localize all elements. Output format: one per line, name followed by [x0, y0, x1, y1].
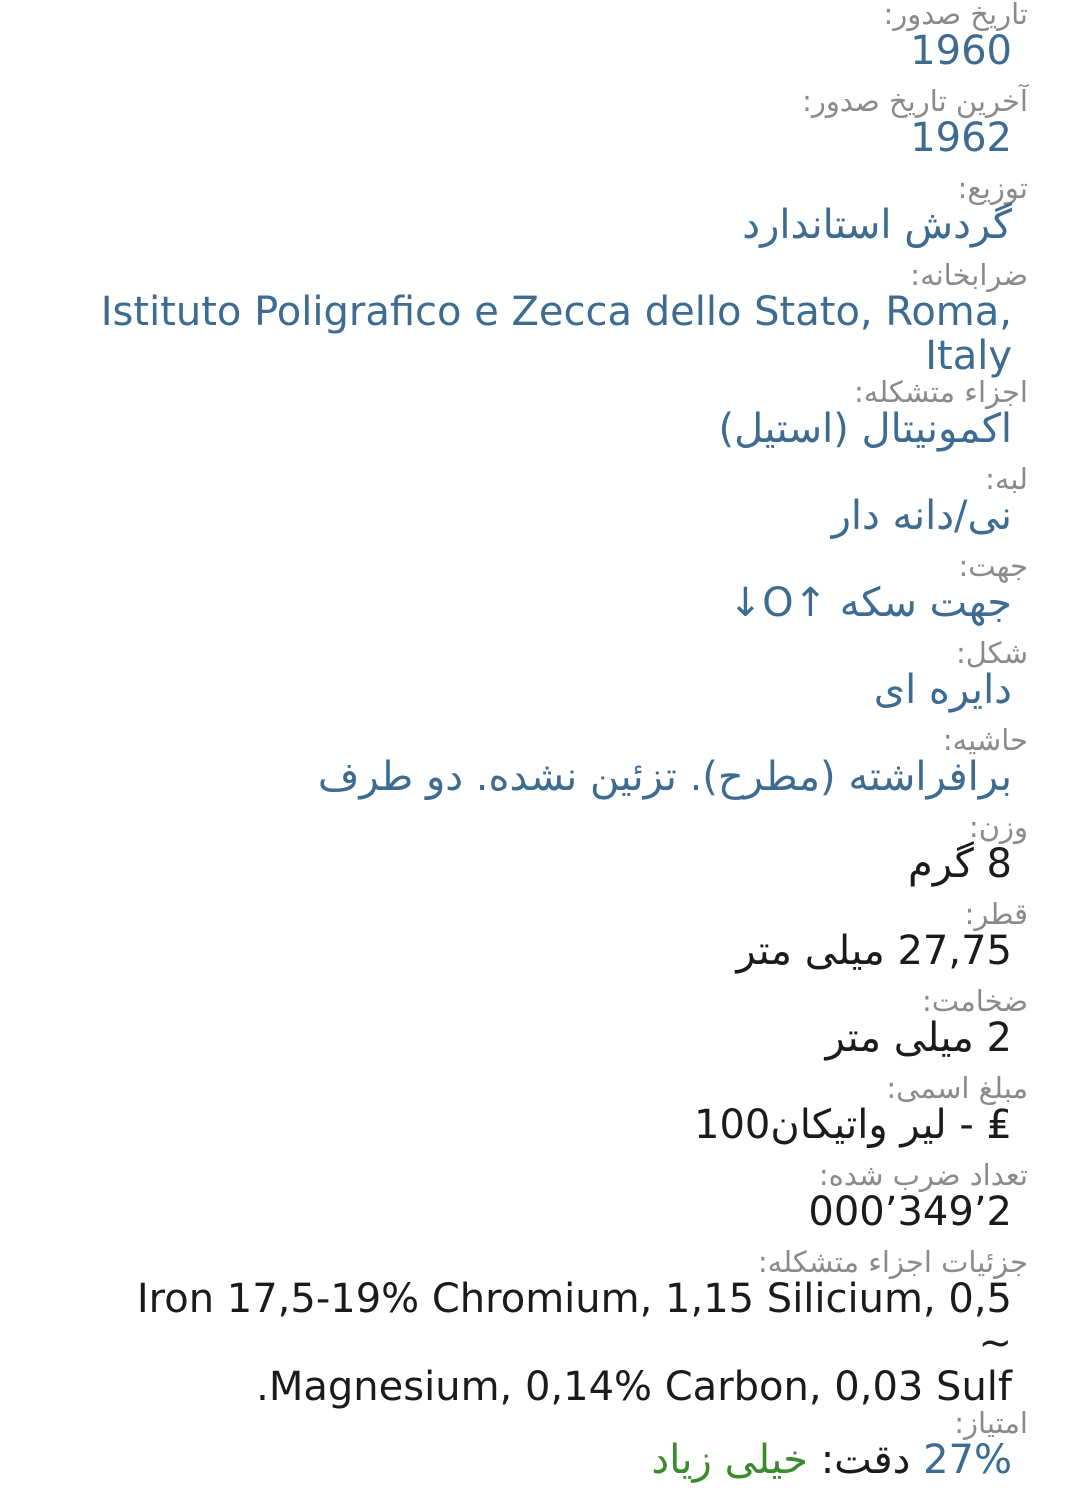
edge-row: [0, 462, 1080, 552]
face-value-value: ₤ - لیر واتیکان100: [694, 1102, 1012, 1148]
mintage-row: [0, 1158, 1080, 1248]
issue-date-row: [0, 0, 1080, 87]
rating-row: [0, 1406, 1080, 1496]
composition-value[interactable]: اکمونیتال (استیل): [718, 406, 1012, 452]
rating-accuracy-value: خیلی زیاد: [651, 1437, 808, 1483]
composition-details-row: [0, 1245, 1080, 1410]
rating-accuracy-label: دقت:: [820, 1437, 911, 1483]
last-issue-date-label: آخرین تاریخ صدور:: [802, 84, 1028, 118]
shape-value[interactable]: دایره ای: [873, 667, 1012, 713]
edge-value[interactable]: نی/دانه دار: [831, 493, 1012, 539]
issue-date-value[interactable]: 1960: [910, 28, 1012, 74]
distribution-value[interactable]: گردش استاندارد: [742, 202, 1012, 248]
composition-label: اجزاء متشکله:: [854, 375, 1028, 409]
distribution-label: توزیع:: [957, 171, 1028, 205]
mint-value[interactable]: Istituto Poligrafico e Zecca dello Stato, Roma, Italy: [100, 289, 1012, 379]
composition-row: [0, 375, 1080, 465]
rim-value[interactable]: برافراشته (مطرح). تزئین نشده. دو طرف: [317, 754, 1012, 800]
face-value-label: مبلغ اسمی:: [886, 1071, 1028, 1105]
last-issue-date-value[interactable]: 1962: [910, 115, 1012, 161]
thickness-row: [0, 984, 1080, 1074]
face-value-row: [0, 1071, 1080, 1161]
edge-label: لبه:: [985, 462, 1028, 496]
composition-details-line1: Iron 17,5-19% Chromium, 1,15 Silicium, 0,5 ~: [136, 1276, 1012, 1366]
mintage-label: تعداد ضرب شده:: [818, 1158, 1028, 1192]
shape-row: [0, 636, 1080, 726]
weight-row: [0, 810, 1080, 900]
rim-label: حاشیه:: [942, 723, 1028, 757]
rating-value: [0, 1438, 1080, 1496]
issue-date-label: تاریخ صدور:: [883, 0, 1028, 31]
mint-label: ضرابخانه:: [910, 258, 1028, 292]
mintage-value: 2’349’000: [808, 1189, 1012, 1235]
thickness-label: ضخامت:: [922, 984, 1028, 1018]
weight-value: 8 گرم: [907, 841, 1012, 887]
thickness-value: 2 میلی متر: [825, 1015, 1012, 1061]
composition-details-line2: .Magnesium, 0,14% Carbon, 0,03 Sulf: [256, 1364, 1012, 1410]
orientation-label: جهت:: [958, 549, 1028, 583]
rating-label: امتیاز:: [954, 1406, 1028, 1440]
rating-percent: 27%: [923, 1437, 1012, 1483]
last-issue-date-row: [0, 84, 1080, 174]
orientation-row: [0, 549, 1080, 639]
shape-label: شکل:: [955, 636, 1028, 670]
mint-row: [0, 258, 1080, 379]
composition-details-label: جزئیات اجزاء متشکله:: [757, 1245, 1028, 1279]
orientation-value[interactable]: جهت سکه ↑O↓: [728, 580, 1012, 626]
weight-label: وزن:: [968, 810, 1028, 844]
diameter-value: 27,75 میلی متر: [736, 928, 1012, 974]
rim-row: [0, 723, 1080, 813]
diameter-label: قطر:: [964, 897, 1028, 931]
diameter-row: [0, 897, 1080, 987]
distribution-row: [0, 171, 1080, 261]
